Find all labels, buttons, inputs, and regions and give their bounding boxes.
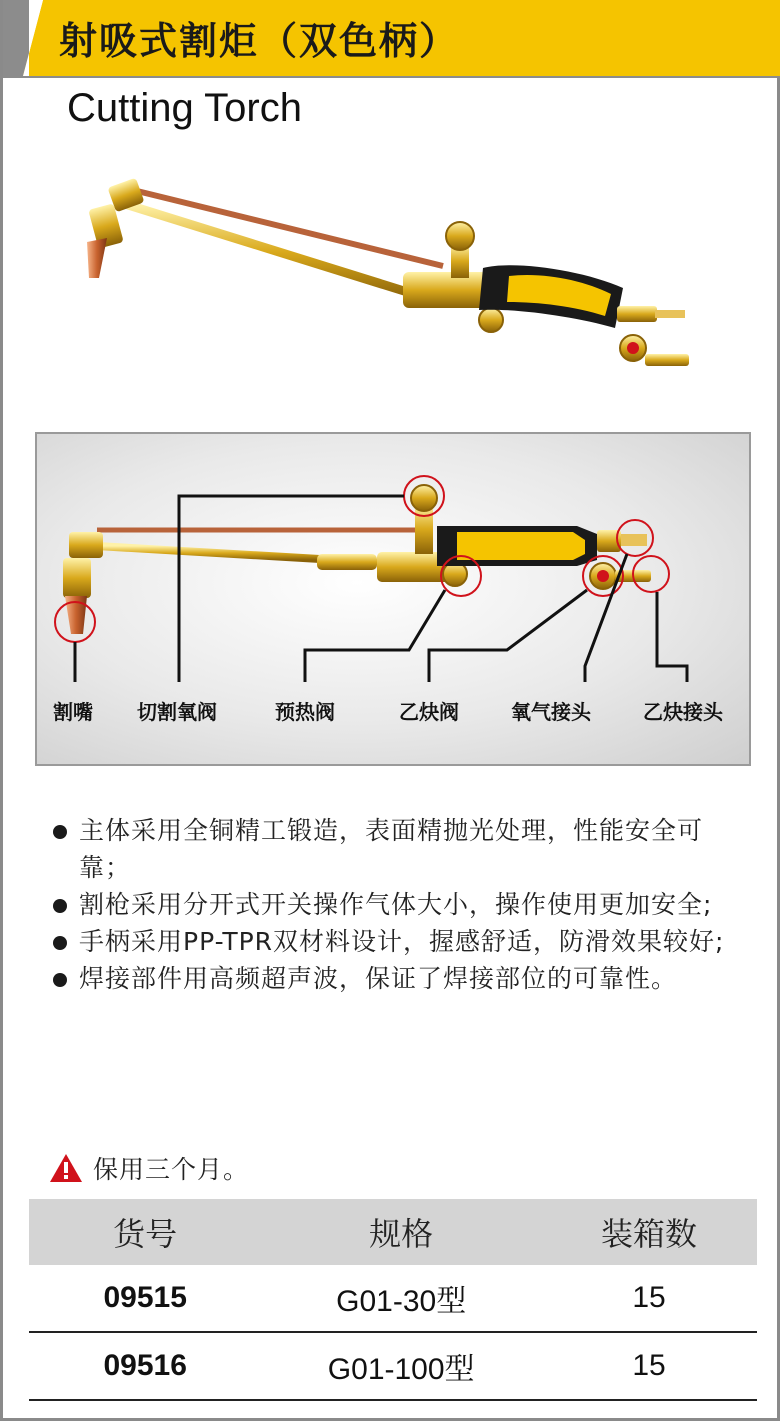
cell-spec: G01-30型 [261,1265,541,1332]
label-acetylene-connector: 乙炔接头 [643,700,723,724]
table-row [29,1265,757,1332]
spec-table [29,1199,757,1401]
cell-qty: 15 [541,1265,757,1332]
label-preheat-valve: 预热阀 [275,700,335,724]
warranty-text: 保用三个月。 [93,1155,250,1184]
header-qty: 装箱数 [541,1199,757,1265]
feature-item: 手柄采用PP-TPR双材料设计，握感舒适，防滑效果较好; [49,923,749,960]
header-code: 货号 [29,1199,261,1265]
feature-item: 焊接部件用高频超声波，保证了焊接部位的可靠性。 [49,960,749,997]
cell-code: 09516 [29,1332,261,1400]
acetylene-valve-leader [429,590,587,682]
label-nozzle: 割嘴 [53,700,93,724]
warranty-note [49,1148,249,1188]
label-acetylene-valve: 乙炔阀 [399,700,459,724]
feature-item: 割枪采用分开式开关操作气体大小，操作使用更加安全; [49,886,749,923]
table-header-row [29,1199,757,1265]
preheat-valve-leader [305,590,445,682]
torch-product-image [63,160,723,420]
cell-qty: 15 [541,1332,757,1400]
acetylene-connector-leader [657,592,687,682]
cell-code: 09515 [29,1265,261,1332]
header-band [3,0,780,78]
feature-list [49,812,749,997]
feature-item: 主体采用全铜精工锻造，表面精抛光处理，性能安全可靠； [49,812,749,886]
label-oxygen-connector: 氧气接头 [511,700,591,724]
cutting-oxygen-valve-leader [179,496,404,682]
label-cutting-oxygen-valve: 切割氧阀 [137,700,217,724]
bullet-icon [53,825,67,839]
bullet-icon [53,973,67,987]
bullet-icon [53,899,67,913]
cell-spec: G01-100型 [261,1332,541,1400]
header-spec: 规格 [261,1199,541,1265]
page-title: 射吸式割炬（双色柄） [59,19,460,63]
parts-diagram [35,432,751,766]
warning-triangle-icon [49,1153,83,1183]
table-row [29,1332,757,1400]
bullet-icon [53,936,67,950]
page-subtitle: Cutting Torch [67,86,302,130]
